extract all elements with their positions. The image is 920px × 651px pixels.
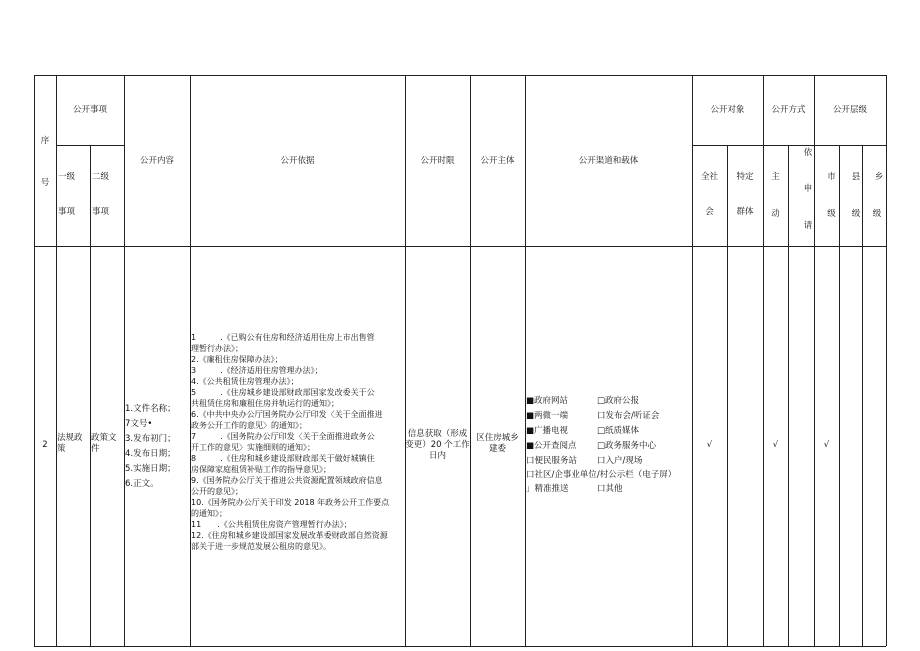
time-limit-line: 信息获取（形成	[407, 429, 468, 439]
basis-line: 的通知》；	[191, 509, 227, 518]
target-specific-header-top: 特定	[736, 172, 754, 182]
content-item: 6.正文。	[125, 479, 159, 489]
row-level2	[91, 433, 117, 455]
level-town-header-bottom: 级	[872, 209, 882, 219]
basis-line: 公开的意见》；	[191, 487, 243, 496]
level2-header-bottom: 事项	[92, 207, 110, 217]
channel-item: ■广播电视	[526, 426, 569, 436]
channel-item: ■政府网站	[526, 396, 569, 406]
content-item: 4.发布日期；	[125, 449, 176, 459]
col-border-left	[34, 75, 35, 646]
table-bottom-border	[34, 646, 886, 647]
subject-line: 建委	[488, 444, 506, 454]
channel-item: 口其他	[597, 484, 623, 494]
col-border-seq	[56, 75, 57, 646]
level1-header-top: 一级	[58, 172, 76, 182]
col-border-level1	[90, 145, 91, 646]
col-border-target	[763, 75, 764, 646]
subject-line: 区住房城乡	[476, 433, 519, 443]
basis-line: 5 .《住房城乡建设部财政部国家发改委关于公	[191, 388, 375, 397]
basis-line: 部关于进一步规范发展公租房的意见》。	[191, 542, 331, 551]
basis-line: 7 .《国务院办公厅印发〈关于全面推进政务公	[191, 432, 375, 441]
time-limit-line: 变更）20 个工作	[405, 440, 470, 450]
basis-line: 11 .《公共租赁住房资产管理暂行办法》；	[191, 520, 352, 529]
channel-header: 公开渠道和载体	[578, 156, 639, 166]
level-city-check: √	[823, 440, 830, 450]
level-county-header-bottom: 级	[851, 209, 861, 219]
basis-line: 理暂行办法》；	[191, 344, 243, 353]
seq-header-top: 序	[40, 136, 50, 146]
level-city-header-bottom: 级	[827, 209, 836, 219]
target-header: 公开对象	[710, 105, 745, 115]
content-item: 5.实施日期；	[125, 464, 176, 474]
col-border-channel	[692, 75, 693, 646]
channel-item: 口入户/现场	[597, 456, 643, 466]
basis-line: 8 .《住房和城乡建设部财政部关于做好城镇住	[191, 454, 375, 463]
col-border-city	[839, 145, 840, 646]
row-subject	[470, 433, 525, 455]
channel-item: ■两微一端	[526, 411, 569, 421]
content-item: 7文号•	[125, 419, 153, 429]
channel-item: 口便民服务站	[526, 456, 578, 466]
row-content	[125, 402, 176, 492]
basis-line: 6.《中共中央办公厅国务院办公厅印发〈关于全面推进	[191, 410, 383, 419]
level-header: 公开层级	[832, 105, 867, 115]
matter-header: 公开事项	[72, 105, 107, 115]
basis-line: 12.《住房和城乡建设部国家发展改革委财政部自然资源	[191, 531, 388, 540]
target-specific-header-bottom: 群体	[736, 207, 754, 217]
time-limit-line: 日内	[428, 451, 446, 461]
row-level1-line: 法规政	[57, 433, 83, 443]
basis-line: 3 .《经济适用住房管理办法》；	[191, 366, 323, 375]
row-level1	[57, 433, 83, 455]
target-all-header-bottom: 会	[705, 207, 714, 217]
time-limit-header: 公开时限	[420, 156, 455, 166]
basis-line: 房保障家庭租赁补贴工作的指导意见》；	[191, 465, 331, 474]
row-level2-line: 件	[91, 444, 100, 454]
method-active-header-top: 主	[771, 172, 780, 182]
level-city-header-top: 市	[827, 172, 836, 182]
row-level1-line: 策	[57, 444, 66, 454]
level2-header-top: 二级	[92, 172, 110, 182]
col-border-method-active	[788, 145, 789, 646]
channel-item: 」精准推送	[526, 484, 569, 494]
method-request-header-2: 申	[803, 184, 813, 194]
channel-item: □纸质媒体	[597, 426, 640, 436]
basis-line: 政务公开工作的意见〉的通知》；	[191, 421, 307, 430]
level-county-header-top: 县	[851, 172, 861, 182]
basis-line: 1 .《已购公有住房和经济适用住房上市出售管	[191, 333, 375, 342]
header-bottom-rule	[34, 246, 886, 247]
channel-item: □政府公报	[597, 396, 640, 406]
basis-line: 共租赁住房和廉租住房并轨运行的通知》；	[191, 399, 339, 408]
method-active-header-bottom: 动	[771, 209, 780, 219]
col-border-right	[886, 75, 887, 646]
basis-line: 4.《公共租赁住房管理办法》；	[191, 377, 299, 386]
table-top-border	[34, 75, 886, 76]
row-level2-line: 政策文	[91, 433, 117, 443]
channel-item: ■公开查阅点	[526, 441, 577, 451]
channel-item: 口发布会/听证会	[597, 411, 660, 421]
method-header: 公开方式	[771, 105, 806, 115]
basis-header: 公开依据	[280, 156, 315, 166]
target-all-header-top: 全社	[700, 172, 718, 182]
row-time-limit	[405, 429, 470, 462]
method-request-header-3: 请	[803, 221, 813, 231]
basis-line: 9.《国务院办公厅关于推进公共资源配置领域政府信息	[191, 476, 383, 485]
col-border-county	[862, 145, 863, 646]
target-subheader-rule	[692, 145, 886, 146]
row-seq: 2	[42, 440, 48, 450]
method-active-check: √	[772, 440, 779, 450]
content-header: 公开内容	[139, 156, 174, 166]
method-request-header-1: 依	[803, 148, 813, 158]
target-all-check: √	[706, 440, 713, 450]
channel-item: □政务服务中心	[597, 441, 657, 451]
col-border-target-all	[727, 145, 728, 646]
level-town-header-top: 乡	[874, 172, 884, 182]
basis-line: 10.《国务院办公厅关于印发 2018 年政务公开工作要点	[191, 498, 390, 507]
channel-item: 口社区/企事业单位/村公示栏（电子屏）	[526, 470, 677, 480]
subject-header: 公开主体	[480, 156, 515, 166]
level1-header-bottom: 事项	[58, 207, 76, 217]
basis-line: 开工作的意见〉实施细则的通知》；	[191, 443, 315, 452]
basis-line: 2.《廉租住房保障办法》；	[191, 355, 283, 364]
content-item: 1.文件名称；	[125, 404, 176, 414]
row-basis	[191, 332, 389, 552]
col-border-method	[814, 75, 815, 646]
content-item: 3.发布初门；	[125, 434, 176, 444]
seq-header-bottom: 号	[40, 178, 50, 188]
